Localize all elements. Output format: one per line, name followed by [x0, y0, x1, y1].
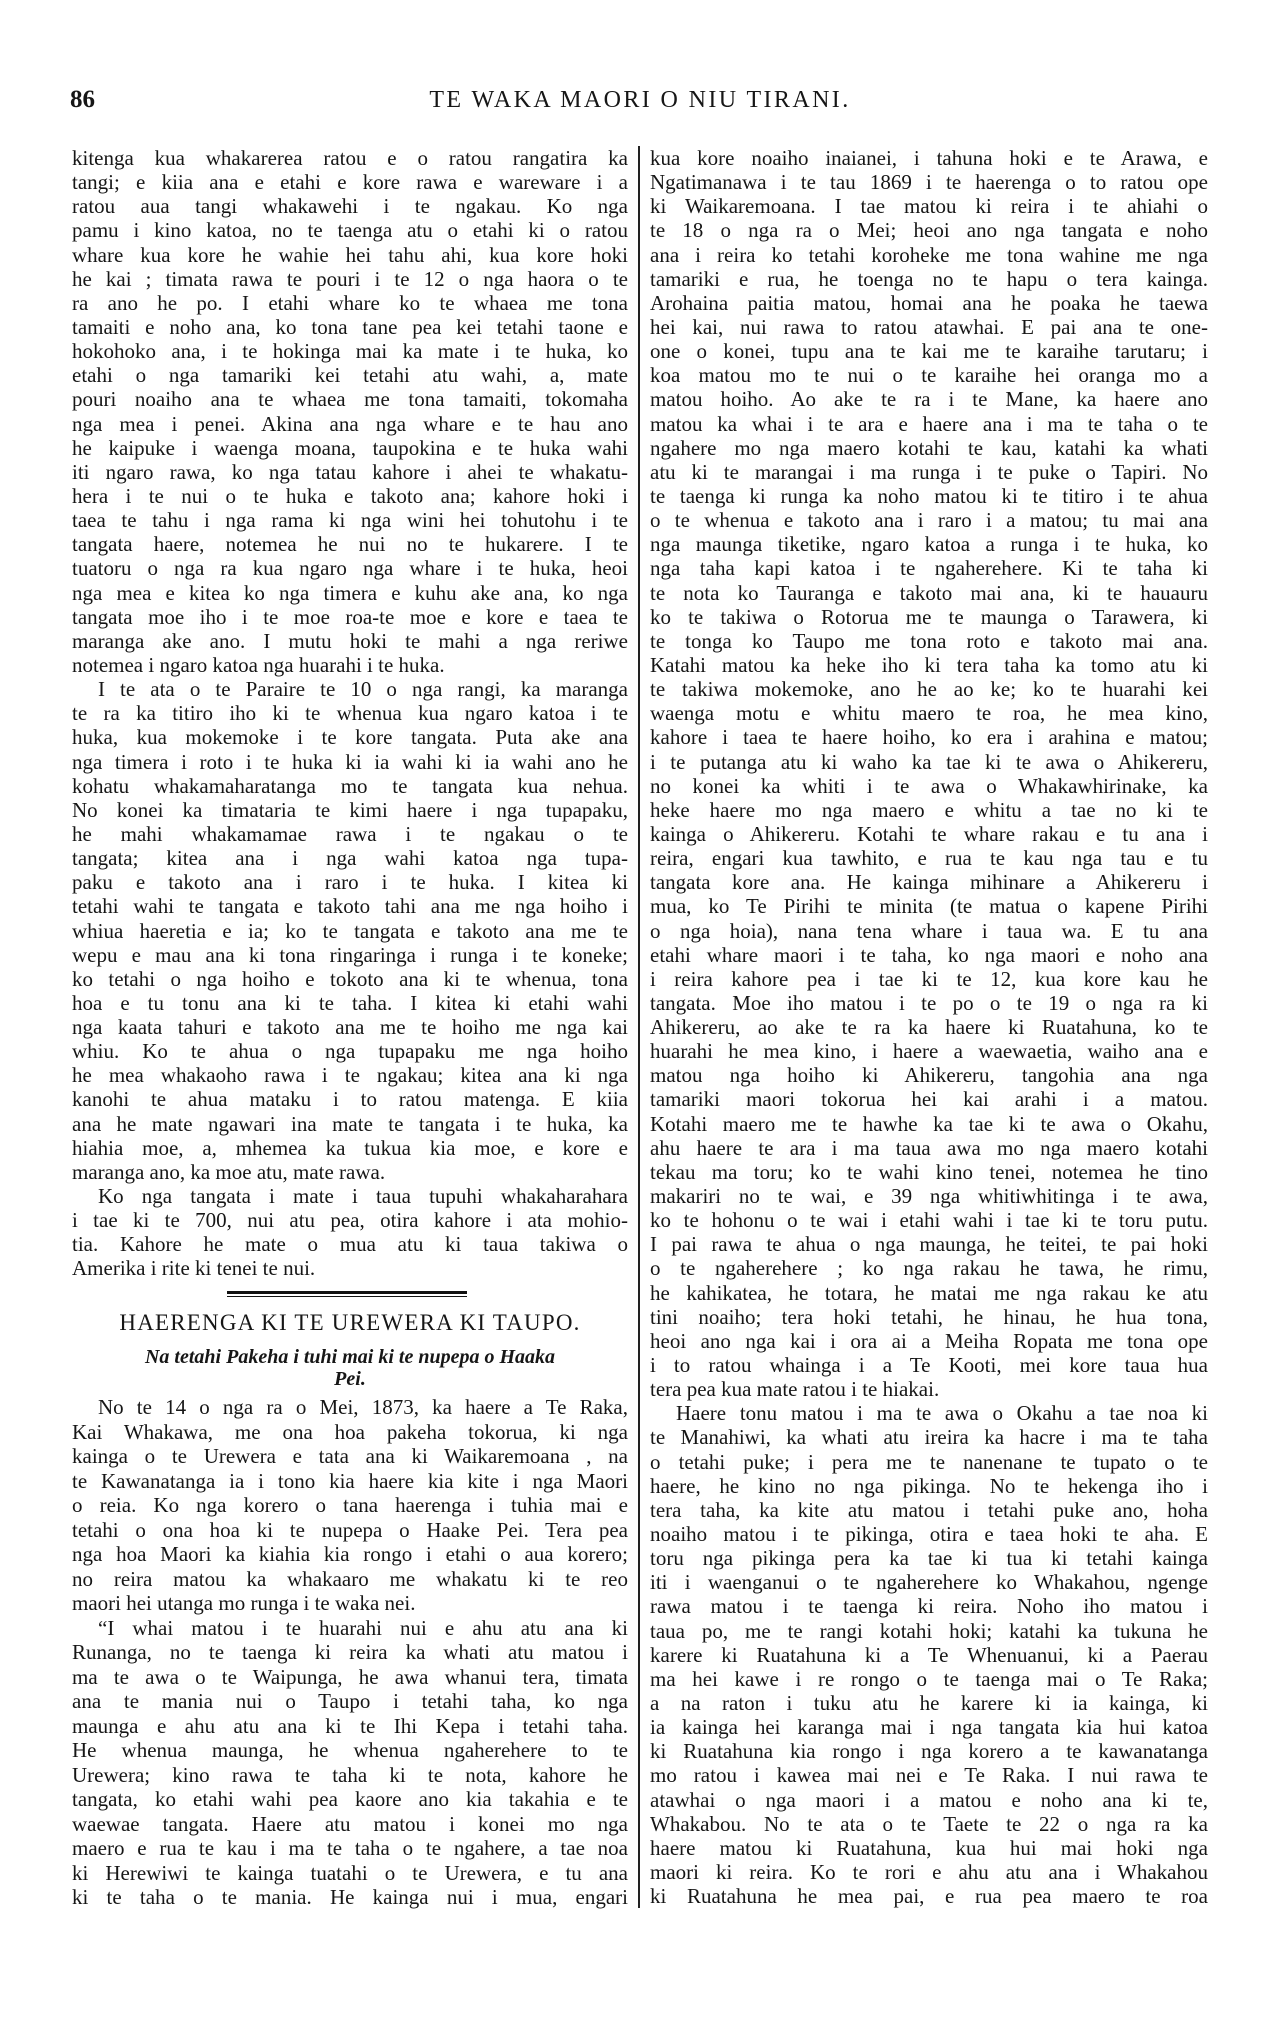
text-line: o tetahi puke; i pera me te nanenane te tupato o te [650, 1449, 1208, 1474]
text-line: mo ratou i kawea mai nei e Te Raka. I nui rawa te [650, 1763, 1208, 1788]
paragraph [72, 677, 628, 1184]
text-line: tekau ma toru; ko te wahi kino tenei, notemea he tino [650, 1159, 1208, 1184]
text-line: i reira kahore pea i tae ki te 12, kua kore kau he [650, 966, 1208, 991]
text-line: maranga ake ano. I mutu hoki te mahi a nga reriwe [72, 628, 628, 653]
text-line: Whakabou. No te ata o te Taete te 22 o nga ra ka [650, 1811, 1208, 1836]
text-line: i to ratou whainga i a Te Kooti, mei kore taua hua [650, 1353, 1208, 1378]
text-line: te taenga ki runga ka noho matou ki te titiro i te ahua [650, 483, 1208, 508]
text-line: te Manahiwi, ka whati atu ireira ka hacre i ma te taha [650, 1425, 1208, 1450]
text-line: He whenua maunga, he whenua ngaherehere to te [72, 1738, 628, 1762]
text-line: Amerika i rite ki tenei te nui. [72, 1256, 316, 1281]
text-line: tera taha, ka kite atu matou i tetahi puke ano, hoha [650, 1497, 1208, 1522]
text-line: he kahikatea, he totara, he matai me nga rakau ke atu [650, 1280, 1208, 1305]
paragraph [650, 1401, 1208, 1908]
text-line: tangata, ko etahi wahi pea kaore ano kia takahia e te [72, 1787, 628, 1811]
text-line: haere matou ki Ruatahuna, kua hui mai hoki nga [650, 1835, 1208, 1860]
text-line: atawhai o nga maori i a matou e noho ana ki te, [650, 1787, 1208, 1812]
text-line: he kaipuke i waenga moana, taupokina e te huka wahi [72, 435, 628, 460]
text-line: etahi o nga tamariki kei tetahi atu wahi, a, mate [72, 363, 628, 388]
text-line: o te whenua e takoto ana i raro i a matou; tu mai ana [650, 508, 1208, 533]
paragraph [650, 146, 1208, 1401]
text-line: nga hoa Maori ka kiahia kia rongo i etahi o aua korero; [72, 1542, 628, 1566]
text-line: no konei ka whiti i te awa o Whakawhirinake, ka [650, 773, 1208, 798]
text-line: ki Herewiwi te kainga tuatahi o te Urewera, e tu ana [72, 1860, 628, 1885]
text-line: tetahi o ona hoa ki te nupepa o Haake Pei. Tera pea [72, 1517, 628, 1542]
text-line: koa matou mo te nui o te karaihe hei oranga mo a [650, 363, 1208, 388]
text-line: whare kua kore he wahie hei tahu ahi, kua kore hoki [72, 242, 628, 267]
text-line: tuatoru o nga ra kua ngaro nga whare i te huka, heoi [72, 556, 628, 581]
text-line: Ngatimanawa i te tau 1869 i te haerenga o to ratou ope [650, 170, 1208, 195]
text-line: ki Waikaremoana. I tae matou ki reira i te ahiahi o [650, 194, 1208, 219]
text-line: No konei ka timataria te kimi haere i nga tupapaku, [72, 797, 628, 822]
text-line: taea te tahu i nga rama ki nga wini hei tohutohu i te [72, 508, 628, 533]
text-line: hei kai, nui rawa to ratou atawhai. E pai ana te one- [650, 314, 1208, 339]
text-line: nga kaata tahuri e takoto ana me te hoiho me nga kai [72, 1015, 628, 1040]
text-line: karere ki Ruatahuna ki a Te Whenuanui, ki a Paerau [650, 1642, 1208, 1667]
text-line: kanohi te ahua mataku i to ratou matenga. E kiia [72, 1087, 628, 1112]
text-line: i te putanga atu ki waho ka tae ki te awa o Ahikereru, [650, 749, 1208, 774]
text-line: Kai Whakawa, me ona hoa pakeha tokorua, ki nga [72, 1419, 628, 1444]
text-line: he mahi whakamamae rawa i te ngakau o te [72, 821, 628, 846]
text-line: te ra ka titiro iho ki te whenua kua ngaro katoa i te [72, 701, 628, 726]
text-line: ra ano he po. I etahi whare ko te whaea me tona [72, 290, 628, 315]
text-line: tini noaiho; tera hoki tetahi, he hinau, he hua tona, [650, 1304, 1208, 1329]
text-line: atu ki te marangai i ma runga i te puke o Tapiri. No [650, 459, 1208, 484]
text-line: tamariki e rua, he toenga no te hapu o tera kainga. [650, 266, 1208, 291]
text-line: mua, ko Te Pirihi te minita (te matua o kapene Pirihi [650, 894, 1208, 919]
text-line: tera pea kua mate ratou i te hiakai. [650, 1377, 940, 1402]
text-line: Arohaina paitia matou, homai ana he poaka he taewa [650, 290, 1208, 315]
text-line: whiua haeretia e ia; ko te tangata e takoto ana me te [72, 918, 628, 943]
text-line: Haere tonu matou i ma te awa o Okahu a tae noa ki [676, 1401, 1208, 1426]
text-line: Kotahi maero me te hawhe ka tae ki te awa o Okahu, [650, 1111, 1208, 1136]
text-line: heoi ano nga kai i ora ai a Meiha Ropata me tona ope [650, 1328, 1208, 1353]
left-column-text [72, 146, 628, 1281]
text-line: etahi whare maori i te taha, ko nga maori e noho ana [650, 942, 1208, 967]
text-line: iti ngaro rawa, ko nga tatau kahore i ahei te whakatu- [72, 459, 628, 484]
text-line: Runanga, no te taenga ki reira ka whati atu matou i [72, 1640, 628, 1664]
text-line: waenga motu e whitu maero te roa, he mea kino, [650, 701, 1208, 726]
article-subtitle-line: Pei. [334, 1368, 366, 1390]
text-line: matou hoiho. Ao ake te ra i te Mane, ka haere ano [650, 387, 1208, 412]
text-line: kua kore noaiho inaianei, i tahuna hoki e te Arawa, e [650, 146, 1208, 170]
text-line: huarahi he mea kino, i haere a waewaetia, waiho ana e [650, 1039, 1208, 1064]
text-line: tamaiti e noho ana, ko tona tane pea kei tetahi taone e [72, 314, 628, 339]
text-line: he kai ; timata rawa te pouri i te 12 o nga haora o te [72, 266, 628, 291]
text-line: rawa matou i te taenga ki reira. Noho iho matou i [650, 1594, 1208, 1619]
text-line: I te ata o te Paraire te 10 o nga rangi, ka maranga [98, 677, 628, 702]
article-subtitle-line: Na tetahi Pakeha i tuhi mai ki te nupepa o Haaka [144, 1346, 556, 1368]
article-subtitle [72, 1346, 628, 1390]
text-line: tangata. Moe iho matou i te po o te 19 o nga ra ki [650, 990, 1208, 1015]
text-line: ko te takiwa o Rotorua me te maunga o Tarawera, ki [650, 604, 1208, 629]
text-line: ki Ruatahuna kia rongo i nga korero a te kawanatanga [650, 1739, 1208, 1764]
text-line: tangi; e kiia ana e etahi e kore rawa e wareware i a [72, 170, 628, 195]
text-line: I pai rawa te ahua o nga maunga, he teitei, te pai hoki [650, 1232, 1208, 1257]
text-line: heke haere mo nga maero e whitu a tae no ki te [650, 797, 1208, 822]
text-line: iti i waenganui o te ngaherehere ko Whakahou, ngenge [650, 1570, 1208, 1595]
text-line: hokohoko ana, i te hokinga mai ka mate i te huka, ko [72, 339, 628, 364]
text-line: tamariki maori tokorua hei kai arahi i a matou. [650, 1087, 1208, 1112]
text-line: hoa e tu tonu ana ki te taha. I kitea ki etahi wahi [72, 990, 628, 1015]
text-line: huka, kua mokemoke i te kore tangata. Puta ake ana [72, 725, 628, 750]
text-line: makariri no te wai, e 39 nga whitiwhitinga i te awa, [650, 1184, 1208, 1209]
text-line: o te ngaherehere ; ko nga rakau he tawa, he rimu, [650, 1256, 1208, 1281]
text-line: one o konei, tupu ana te kai me te karaihe tarutaru; i [650, 339, 1208, 364]
text-line: ana he mate ngawari ina mate te tangata i te huka, ka [72, 1111, 628, 1136]
text-line: ma hei kawe i re rongo o te taenga mai o Te Raka; [650, 1666, 1208, 1691]
text-line: a na raton i tuku atu he karere ki ia kainga, ki [650, 1691, 1208, 1715]
text-line: ki Ruatahuna he mea pai, e rua pea maero te roa [650, 1884, 1208, 1909]
text-line: maori ki reira. Ko te rori e ahu atu ana i Whakahou [650, 1859, 1208, 1884]
text-line: Ahikereru, ao ake te ra ka haere ki Ruatahuna, ko te [650, 1015, 1208, 1040]
page-number: 86 [70, 86, 95, 113]
text-line: tia. Kahore he mate o mua atu ki taua takiwa o [72, 1232, 628, 1257]
text-line: toru nga pikinga pera ka tae ki tua ki tetahi kainga [650, 1546, 1208, 1571]
newspaper-title: TE WAKA MAORI O NIU TIRANI. [429, 87, 851, 113]
text-line: nga maunga tiketike, ngaro katoa a runga i te huka, ko [650, 532, 1208, 557]
text-line: ma te awa o te Waipunga, he awa whanui tera, timata [72, 1664, 628, 1689]
text-line: kainga o te Urewera e tata ana ki Waikaremoana , na [72, 1444, 628, 1468]
text-line: hiahia moe, a, mhemea ka tukua kia moe, e kore e [72, 1135, 628, 1160]
text-line: nga taha kapi katoa i te ngaherehere. Ki te taha ki [650, 556, 1208, 581]
text-line: taua po, me te rangi kotahi hoki; katahi ka tukuna he [650, 1618, 1208, 1643]
text-line: matou ka whai i te ara e haere ana i ma te taha o te [650, 411, 1208, 436]
text-line: o reia. Ko nga korero o tana haerenga i tuhia mai e [72, 1493, 628, 1517]
text-line: kohatu whakamaharatanga mo te tangata kua nehua. [72, 773, 628, 798]
text-line: te takiwa mokemoke, ano he ao ke; ko te huarahi kei [650, 677, 1208, 702]
paragraph [72, 146, 628, 677]
column-divider [638, 146, 640, 1908]
text-line: tangata; kitea ana i nga wahi katoa nga tupa- [72, 846, 628, 871]
text-line: tetahi wahi te tangata e takoto tahi ana me nga hoiho i [72, 894, 628, 919]
text-line: te 18 o nga ra o Mei; heoi ano nga tangata e noho [650, 218, 1208, 243]
text-line: matou nga hoiho ki Ahikereru, tangohia ana nga [650, 1063, 1208, 1088]
rule-thick-line [227, 1291, 467, 1294]
text-line: o nga hoia), nana tena whare i taua wa. E tu ana [650, 918, 1208, 943]
paragraph [72, 1395, 628, 1616]
text-line: pouri noaiho ana te whaea me tona tamaiti, tokomaha [72, 387, 628, 412]
text-line: “I whai matou i te huarahi nui e ahu atu ana ki [98, 1615, 628, 1640]
text-line: kainga o Ahikereru. Kotahi te whare rakau e tu ana i [650, 821, 1208, 846]
text-line: ia kainga hei karanga mai i nga tangata kia hui katoa [650, 1715, 1208, 1740]
text-line: nga mea i penei. Akina ana nga whare e te hau ano [72, 411, 628, 436]
paragraph [72, 1616, 628, 1910]
text-line: tangata haere, notemea he nui no te hukarere. I te [72, 532, 628, 557]
text-line: tangata moe iho i te moe roa-te moe e kore e taea te [72, 604, 628, 629]
text-line: ngahere mo nga maero kotahi te kau, katahi ka whati [650, 435, 1208, 460]
text-line: No te 14 o nga ra o Mei, 1873, ka haere a Te Raka, [98, 1395, 628, 1419]
text-line: whiu. Ko te ahua o nga tupapaku me nga hoiho [72, 1039, 628, 1064]
text-line: wepu e mau ana ki tona ringaringa i runga i te koneke; [72, 942, 628, 967]
text-line: ko tetahi o nga hoiho e tokoto ana ki te whenua, tona [72, 966, 628, 991]
text-line: i tae ki te 700, nui atu pea, otira kahore i ata mohio- [72, 1208, 628, 1233]
text-line: te Kawanatanga ia i tono kia haere kia kite i nga Maori [72, 1468, 628, 1493]
text-line: nga timera i roto i te huka ki ia wahi ki ia wahi ano he [72, 749, 628, 774]
text-line: maero e rua te kau i ma te taha o te ngahere, a tae noa [72, 1836, 628, 1860]
text-line: kahore i taea te haere hoiho, ko era i arahina e matou; [650, 725, 1208, 750]
section-rule [227, 1291, 467, 1297]
text-line: he mea whakaoho rawa i te ngakau; kitea ana ki nga [72, 1063, 628, 1088]
text-line: Urewera; kino rawa te taha ki te nota, kahore he [72, 1762, 628, 1787]
text-line: Ko nga tangata i mate i taua tupuhi whakaharahara [98, 1184, 628, 1209]
text-line: waewae tangata. Haere atu matou i konei mo nga [72, 1811, 628, 1836]
text-line: notemea i ngaro katoa nga huarahi i te huka. [72, 652, 445, 677]
text-line: te tonga ko Taupo me tona roto e takoto mai ana. [650, 628, 1208, 653]
text-line: hera i te nui o te huka e takoto ana; kahore hoki i [72, 483, 628, 508]
text-line: te nota ko Tauranga e takoto mai ana, ki te hauauru [650, 580, 1208, 605]
text-line: tangata kore ana. He kainga mihinare a Ahikereru i [650, 870, 1208, 895]
text-line: no reira matou ka whakaaro me whakatu ki te reo [72, 1566, 628, 1591]
right-column-text [650, 146, 1208, 1908]
paragraph [72, 1184, 628, 1281]
text-line: kitenga kua whakarerea ratou e o ratou rangatira ka [72, 146, 628, 170]
text-line: haere, he kino no nga pikinga. No te hekenga iho i [650, 1473, 1208, 1498]
text-line: nga mea e kitea ko nga timera e kuhu ake ana, ko nga [72, 580, 628, 605]
text-line: ana i reira ko tetahi koroheke me tona wahine me nga [650, 242, 1208, 267]
text-line: maranga ano, ka moe atu, mate rawa. [72, 1159, 386, 1184]
text-line: noaiho matou i te pikinga, otira e taea hoki te aha. E [650, 1522, 1208, 1547]
text-line: paku e takoto ana i raro i te huka. I kitea ki [72, 870, 628, 895]
text-line: maunga e ahu atu ana ki te Ihi Kepa i tetahi taha. [72, 1713, 628, 1738]
text-line: pamu i kino katoa, no te taenga atu o etahi ki o ratou [72, 218, 628, 243]
text-line: ki te taha o te mania. He kainga nui i mua, engari [72, 1885, 628, 1909]
text-line: ana te mania nui o Taupo i tetahi taha, ko nga [72, 1689, 628, 1713]
text-line: ko te hohonu o te wai i etahi wahi i tae ki te toru putu. [650, 1208, 1208, 1233]
article-body [72, 1395, 628, 1910]
article-heading: HAERENGA KI TE UREWERA KI TAUPO. [119, 1310, 581, 1335]
rule-thin-line [227, 1296, 467, 1297]
text-line: Katahi matou ka heke iho ki tera taha ka tomo atu ki [650, 652, 1208, 677]
text-line: ratou aua tangi whakawehi i te ngakau. Ko nga [72, 194, 628, 219]
text-line: reira, engari kua tawhito, e rua te kau nga tau e tu [650, 846, 1208, 871]
text-line: ahu haere te ara i ma taua awa mo nga maero kotahi [650, 1135, 1208, 1160]
text-line: maori hei utanga mo runga i te waka nei. [72, 1591, 416, 1615]
